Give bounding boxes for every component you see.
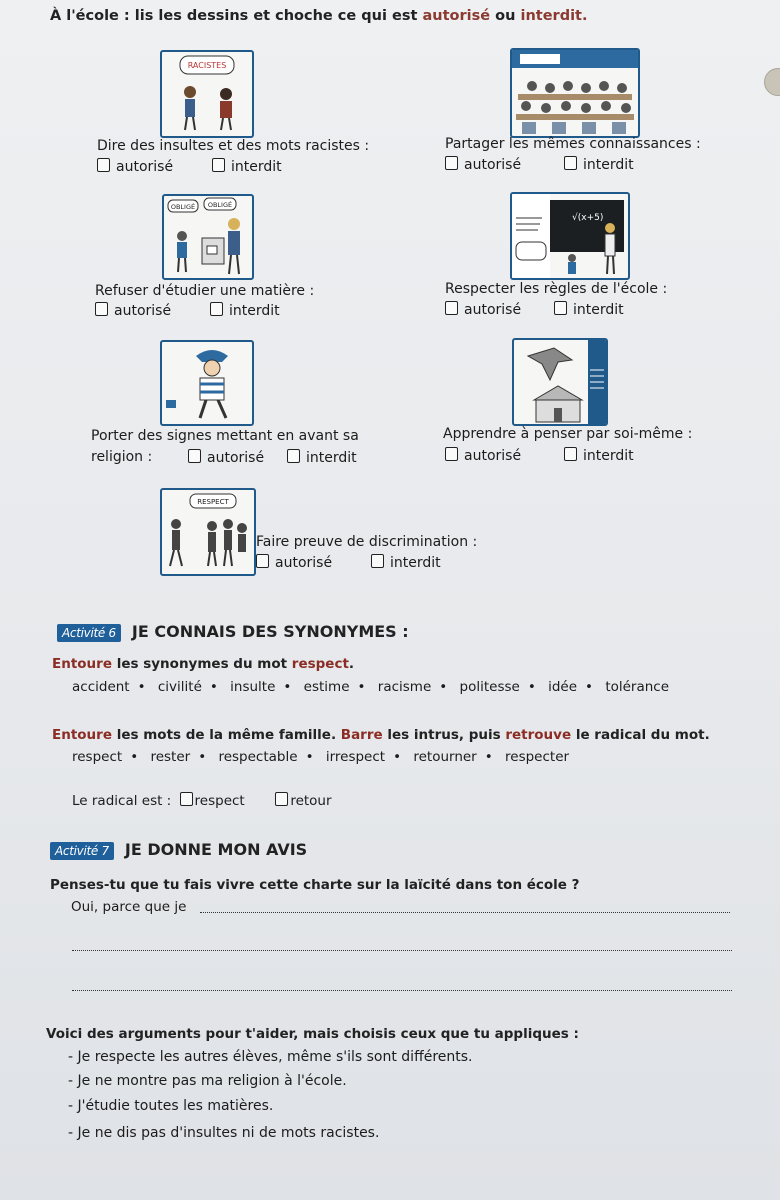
word-item[interactable]: respecter	[505, 749, 570, 765]
argument-item: - Je ne dis pas d'insultes ni de mots racistes.	[68, 1125, 380, 1141]
synonym-list: accident • civilité • insulte • estime • racisme • politesse • idée • tolérance	[72, 679, 670, 695]
argument-item: - J'étudie toutes les matières.	[68, 1098, 274, 1114]
activity6-title: JE CONNAIS DES SYNONYMES :	[131, 622, 409, 641]
answer-prompt: Oui, parce que je	[71, 899, 187, 915]
word-family-list: respect • rester • respectable • irrespect • retourner • respecter	[72, 749, 570, 765]
options-refuse-subject: autorisé interdit	[95, 302, 280, 319]
item-label-religious-signs-1: Porter des signes mettant en avant sa	[91, 428, 359, 444]
word-item[interactable]: tolérance	[605, 679, 670, 695]
checkbox-forbidden[interactable]	[564, 447, 577, 461]
activity7-title: JE DONNE MON AVIS	[124, 840, 308, 859]
bubble-text-2: OBLIGÉ	[207, 201, 233, 209]
answer-line-2[interactable]	[72, 950, 732, 951]
checkbox-authorized[interactable]	[445, 301, 458, 315]
checkbox-authorized[interactable]	[445, 447, 458, 461]
checkbox-authorized[interactable]	[445, 156, 458, 170]
checkbox-authorized[interactable]	[188, 449, 201, 463]
options-discrimination: autorisé interdit	[256, 554, 441, 571]
word-item[interactable]: insulte	[230, 679, 276, 695]
illustration-discrimination	[160, 488, 256, 576]
checkbox-forbidden[interactable]	[564, 156, 577, 170]
argument-item: - Je respecte les autres élèves, même s'ils sont différents.	[68, 1049, 473, 1065]
word-item[interactable]: accident	[72, 679, 130, 695]
item-label-think-for-yourself: Apprendre à penser par soi-même :	[443, 426, 693, 442]
illustration-classroom	[510, 48, 640, 138]
word-item[interactable]: rester	[150, 749, 191, 765]
arguments-heading: Voici des arguments pour t'aider, mais choisis ceux que tu appliques :	[46, 1026, 579, 1042]
answer-line-1[interactable]	[200, 912, 730, 913]
answer-line-3[interactable]	[72, 990, 732, 991]
activity6-badge: Activité 6	[57, 624, 121, 642]
illustration-insults	[160, 50, 254, 138]
word-item[interactable]: civilité	[157, 679, 202, 695]
checkbox-authorized[interactable]	[95, 302, 108, 316]
item-label-refuse-subject: Refuser d'étudier une matière :	[95, 283, 315, 299]
options-sharing: autorisé interdit	[445, 156, 634, 173]
word-item[interactable]: racisme	[377, 679, 432, 695]
checkbox-forbidden[interactable]	[554, 301, 567, 315]
argument-item: - Je ne montre pas ma religion à l'école.	[68, 1073, 347, 1089]
binder-punch-hole	[764, 68, 780, 96]
activity7-question: Penses-tu que tu fais vivre cette charte sur la laïcité dans ton école ?	[50, 877, 580, 893]
illustration-school-rules	[510, 192, 630, 280]
activity6-question1: Entoure les synonymes du mot respect.	[52, 656, 355, 672]
instruction-heading: À l'école : lis les dessins et choche ce qui est autorisé ou interdit.	[50, 8, 588, 24]
word-item[interactable]: idée	[548, 679, 578, 695]
word-item[interactable]: estime	[303, 679, 350, 695]
item-label-religious-signs-2: religion :	[91, 449, 153, 465]
illustration-refuse-subject	[162, 194, 254, 280]
word-item[interactable]: retourner	[413, 749, 477, 765]
item-label-sharing: Partager les mêmes connaissances :	[445, 136, 701, 152]
options-think-for-yourself: autorisé interdit	[445, 447, 634, 464]
illustration-religious-signs	[160, 340, 254, 426]
checkbox-forbidden[interactable]	[212, 158, 225, 172]
activity7-badge: Activité 7	[50, 842, 114, 860]
bubble-text: RACISTES	[187, 61, 227, 70]
activity6-header	[57, 622, 409, 642]
radical-choice: Le radical est : respect retour	[72, 793, 332, 809]
bubble-text-1: OBLIGÉ	[170, 203, 196, 211]
checkbox-authorized[interactable]	[256, 554, 269, 568]
options-school-rules: autorisé interdit	[445, 301, 624, 318]
illustration-think-for-yourself	[512, 338, 608, 426]
item-label-insults: Dire des insultes et des mots racistes :	[97, 138, 370, 154]
checkbox-forbidden[interactable]	[210, 302, 223, 316]
options-religious-signs: autorisé interdit	[188, 449, 357, 466]
word-item[interactable]: politesse	[459, 679, 520, 695]
checkbox-authorized[interactable]	[97, 158, 110, 172]
item-label-discrimination: Faire preuve de discrimination :	[256, 534, 478, 550]
activity7-header	[50, 840, 307, 860]
checkbox-radical-respect[interactable]	[180, 792, 193, 806]
activity6-question2: Entoure les mots de la même famille. Barre les intrus, puis retrouve le radical du mot.	[52, 727, 710, 743]
checkbox-radical-retour[interactable]	[275, 792, 288, 806]
word-item[interactable]: irrespect	[325, 749, 386, 765]
board-text: √(x+5)	[572, 213, 604, 223]
options-insults: autorisé interdit	[97, 158, 282, 175]
bubble-text: RESPECT	[197, 498, 229, 506]
word-item[interactable]: respectable	[218, 749, 298, 765]
checkbox-forbidden[interactable]	[371, 554, 384, 568]
word-item[interactable]: respect	[72, 749, 123, 765]
item-label-school-rules: Respecter les règles de l'école :	[445, 281, 668, 297]
checkbox-forbidden[interactable]	[287, 449, 300, 463]
